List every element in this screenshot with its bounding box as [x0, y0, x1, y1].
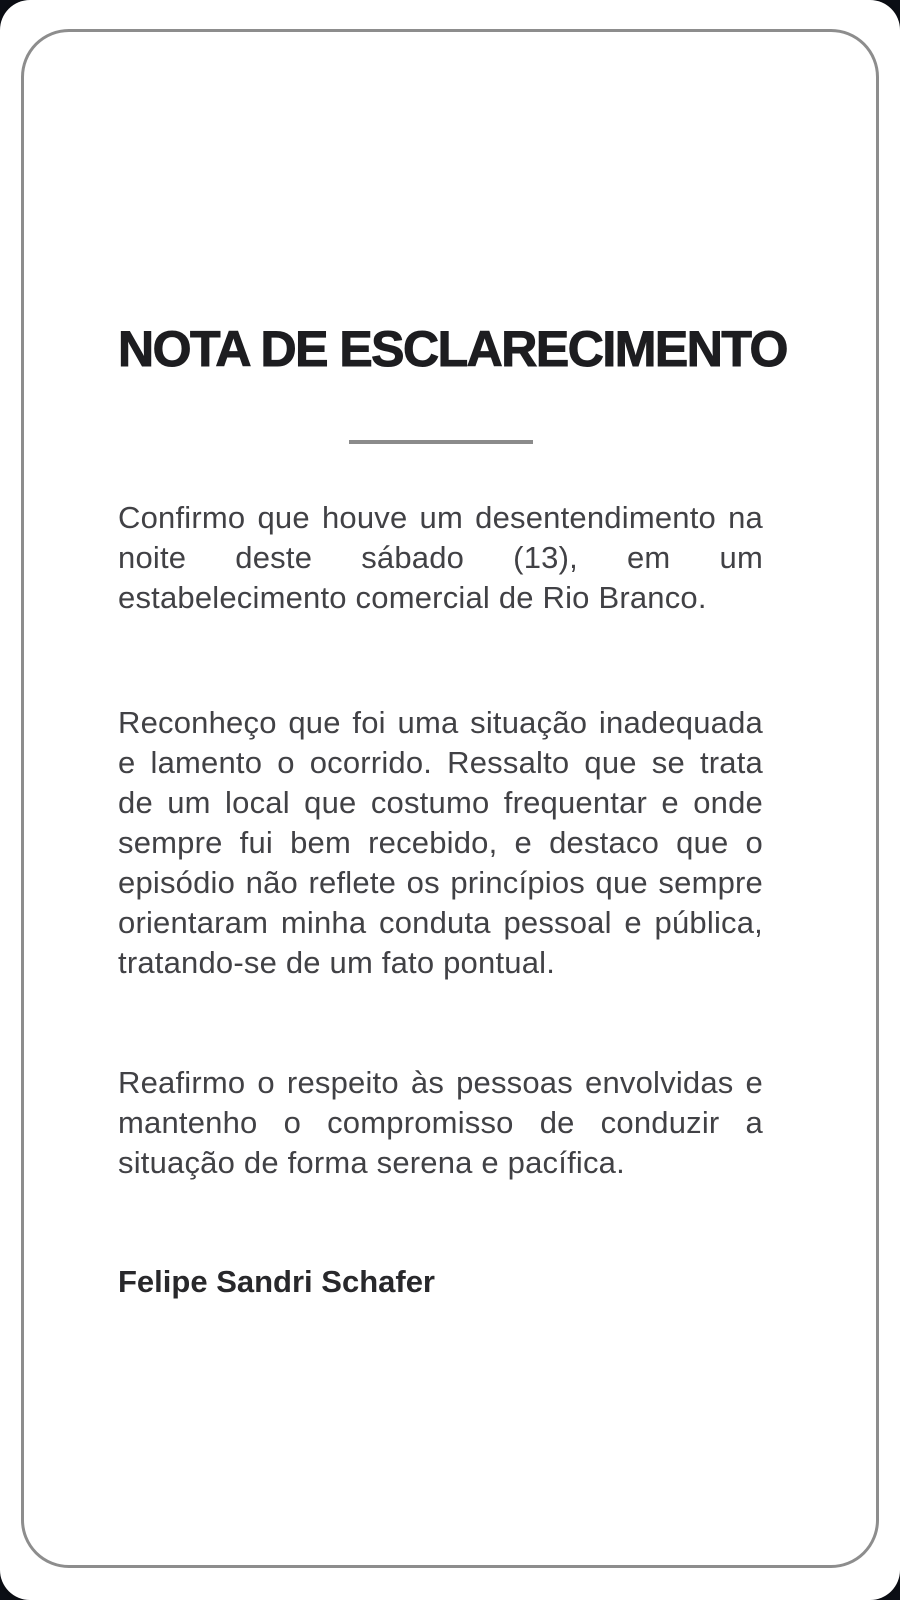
note-content — [118, 0, 787, 1302]
note-title: NOTA DE ESCLARECIMENTO — [118, 321, 787, 377]
paragraph-reaffirmation: Reafirmo o respeito às pessoas envolvidas e mantenho o compromisso de conduzir a situação de forma serena e pacífica. — [118, 1065, 763, 1180]
paragraph-confirmation: Confirmo que houve um desentendimento na noite deste sábado (13), em um estabelecimento comercial de Rio Branco. — [118, 500, 763, 615]
signature-name: Felipe Sandri Schafer — [118, 1264, 435, 1299]
title-divider — [349, 440, 533, 444]
paragraph-acknowledgement: Reconheço que foi uma situação inadequada e lamento o ocorrido. Ressalto que se trata de um local que costumo frequentar e onde sempre fui bem recebido, e destaco que o episódio não reflete os princípios que sempre orientaram minha conduta pessoal e pública, tratando-se de um fato pontual. — [118, 705, 763, 980]
